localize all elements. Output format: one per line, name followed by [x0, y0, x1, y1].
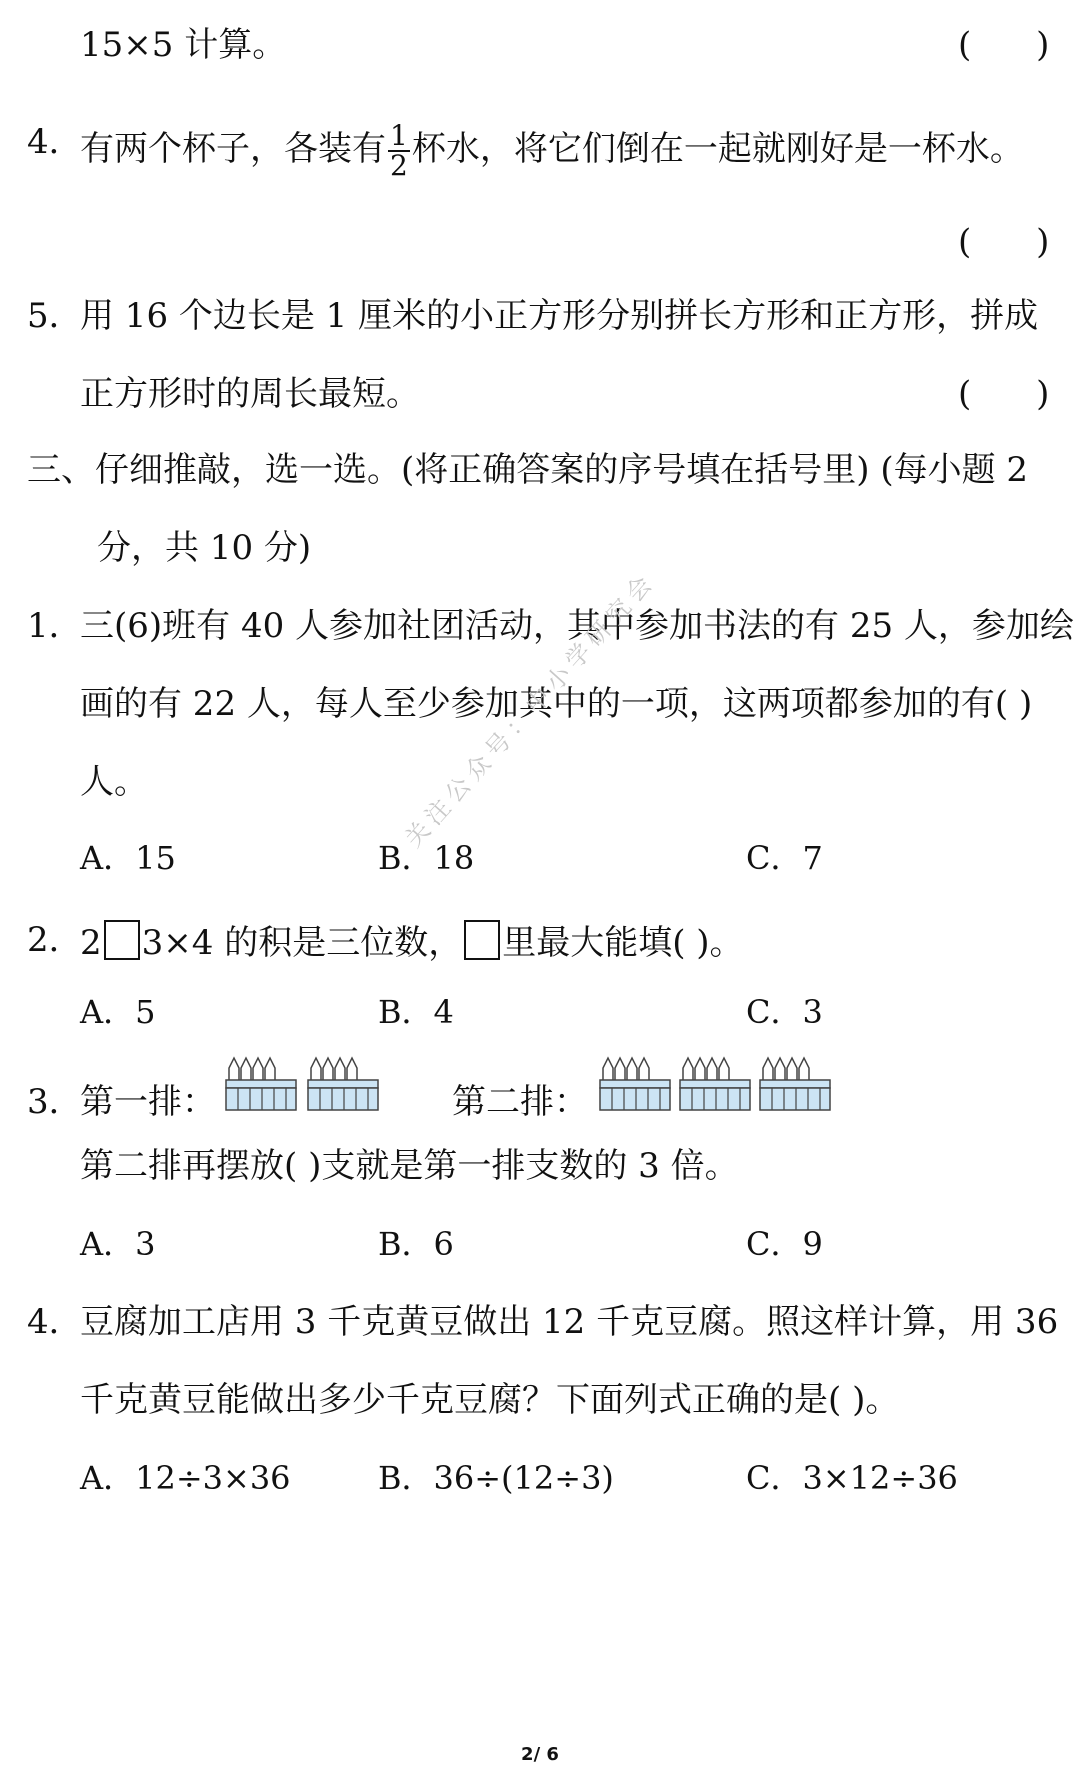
- blank-box-icon: [464, 920, 500, 960]
- q3-line2: 第二排再摆放( )支就是第一排支数的 3 倍。: [80, 1146, 739, 1186]
- q2-option-a[interactable]: A．5: [80, 993, 156, 1031]
- row2-pencil-boxes: [598, 1052, 838, 1116]
- q3-option-c[interactable]: C．9: [746, 1225, 823, 1263]
- item5-answer-paren: ( ): [958, 374, 1050, 414]
- q2-text-part2: 3×4 的积是三位数，: [141, 923, 463, 963]
- pencil-box-icon: [226, 1058, 296, 1110]
- item3-answer-paren: ( ): [958, 25, 1050, 65]
- q2-text-part1: 2: [80, 923, 102, 963]
- item4-text-after: 杯水，将它们倒在一起就刚好是一杯水。: [411, 129, 1024, 169]
- row1-pencil-boxes: [224, 1052, 380, 1116]
- item5-number: 5．: [27, 296, 83, 336]
- q1-line3: 人。: [80, 762, 148, 802]
- item4-text: [80, 119, 1024, 182]
- blank-box-icon: [104, 920, 140, 960]
- q2-text-part3: 里最大能填( )。: [502, 923, 744, 963]
- q2-text: [80, 920, 744, 963]
- q3-row1-label: 第一排：: [80, 1082, 216, 1122]
- q2-number: 2．: [27, 920, 83, 960]
- q3-option-a[interactable]: A．3: [80, 1225, 156, 1263]
- q3-row2-label: 第二排：: [452, 1082, 588, 1122]
- fraction-denominator: 2: [390, 149, 408, 182]
- q4-option-c[interactable]: C．3×12÷36: [746, 1459, 958, 1497]
- item4-number: 4．: [27, 122, 83, 162]
- page-number: 2/ 6: [521, 1744, 559, 1765]
- q1-number: 1．: [27, 606, 83, 646]
- q4-line1: 豆腐加工店用 3 千克黄豆做出 12 千克豆腐。照这样计算，用 36: [80, 1302, 1059, 1342]
- q1-option-a[interactable]: A．15: [80, 839, 176, 877]
- half-fraction: [388, 119, 410, 182]
- q1-option-c[interactable]: C．7: [746, 839, 823, 877]
- q1-line1: 三(6)班有 40 人参加社团活动，其中参加书法的有 25 人，参加绘: [80, 606, 1074, 646]
- item3-tail: 15×5 计算。: [80, 25, 287, 65]
- section3-heading-line1: 三、仔细推敲，选一选。(将正确答案的序号填在括号里) (每小题 2: [27, 450, 1029, 490]
- q2-option-c[interactable]: C．3: [746, 993, 823, 1031]
- item5-line2: 正方形时的周长最短。: [80, 374, 420, 414]
- q1-option-b[interactable]: B．18: [378, 839, 475, 877]
- pencil-box-icon: [600, 1058, 670, 1110]
- item4-text-before: 有两个杯子，各装有: [80, 129, 386, 169]
- q3-number: 3．: [27, 1082, 83, 1122]
- pencil-box-icon: [680, 1058, 750, 1110]
- section3-heading-line2: 分，共 10 分): [97, 528, 312, 568]
- q4-option-a[interactable]: A．12÷3×36: [80, 1459, 291, 1497]
- q1-line2: 画的有 22 人，每人至少参加其中的一项，这两项都参加的有( ): [80, 684, 1033, 724]
- watermark-text: 关注公众号：中小学研究会: [399, 566, 662, 853]
- item5-line1: 用 16 个边长是 1 厘米的小正方形分别拼长方形和正方形，拼成: [80, 296, 1039, 336]
- q4-number: 4．: [27, 1302, 83, 1342]
- pencil-box-icon: [760, 1058, 830, 1110]
- pencil-box-icon: [308, 1058, 378, 1110]
- q4-option-b[interactable]: B．36÷(12÷3): [378, 1459, 614, 1497]
- fraction-numerator: 1: [390, 119, 408, 152]
- q4-line2: 千克黄豆能做出多少千克豆腐？下面列式正确的是( )。: [80, 1380, 900, 1420]
- item4-answer-paren: ( ): [958, 222, 1050, 262]
- q2-option-b[interactable]: B．4: [378, 993, 454, 1031]
- q3-option-b[interactable]: B．6: [378, 1225, 454, 1263]
